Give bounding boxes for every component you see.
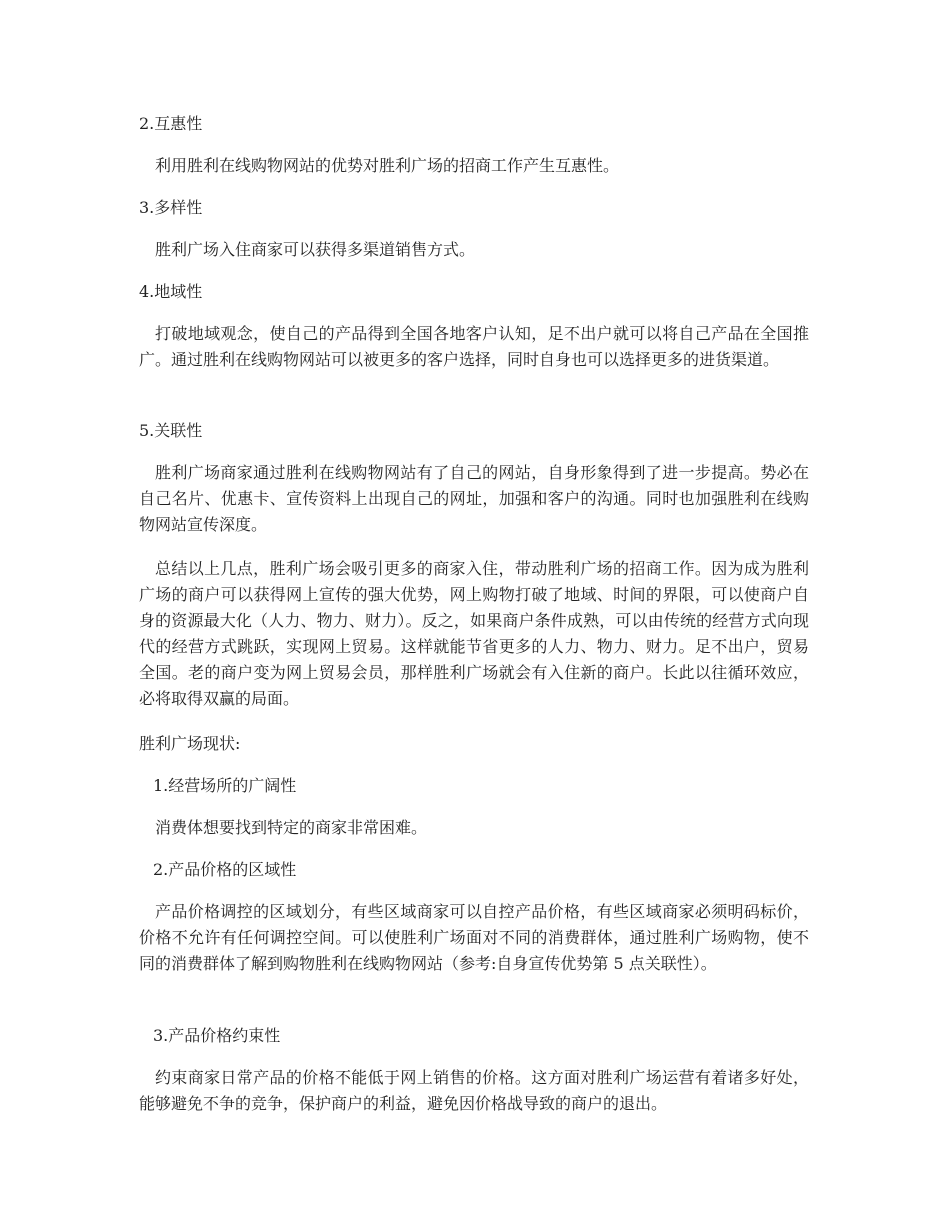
subheading-price-constraint: 3.产品价格约束性 [153,1026,281,1045]
section-heading-relevance: 5.关联性 [139,421,203,440]
paragraph-price-constraint: 约束商家日常产品的价格不能低于网上销售的价格。这方面对胜利广场运营有着诸多好处，能够避免不争的竞争，保护商户的利益，避免因价格战导致的商户的退出。 [139,1068,809,1113]
section-heading-diversity: 3.多样性 [139,198,203,217]
paragraph-diversity: 胜利广场入住商家可以获得多渠道销售方式。 [155,240,476,259]
section-heading-reciprocity: 2.互惠性 [139,114,203,133]
subheading-venue-breadth: 1.经营场所的广阔性 [153,776,297,795]
subheading-price-regionality: 2.产品价格的区域性 [153,860,297,879]
paragraph-relevance: 胜利广场商家通过胜利在线购物网站有了自己的网站，自身形象得到了进一步提高。势必在自己名片、优惠卡、宣传资料上出现自己的网址，加强和客户的沟通。同时也加强胜利在线购物网站宣传深度。 [139,463,809,534]
paragraph-venue-breadth: 消费体想要找到特定的商家非常困难。 [155,818,428,837]
paragraph-reciprocity: 利用胜利在线购物网站的优势对胜利广场的招商工作产生互惠性。 [155,156,620,175]
section-heading-status: 胜利广场现状: [139,734,241,753]
section-heading-regionality: 4.地域性 [139,282,203,301]
paragraph-price-regionality: 产品价格调控的区域划分，有些区域商家可以自控产品价格，有些区域商家必须明码标价，价格不允许有任何调控空间。可以使胜利广场面对不同的消费群体，通过胜利广场购物，使不同的消费群体了解到购物胜利在线购物网站（参考:自身宣传优势第 5 点关联性）。 [139,902,809,973]
paragraph-summary: 总结以上几点，胜利广场会吸引更多的商家入住，带动胜利广场的招商工作。因为成为胜利广场的商户可以获得网上宣传的强大优势，网上购物打破了地域、时间的界限，可以使商户自身的资源最大化（人力、物力、财力）。反之，如果商户条件成熟，可以由传统的经营方式向现代的经营方式跳跃，实现网上贸易。这样就能节省更多的人力、物力、财力。足不出户，贸易全国。老的商户变为网上贸易会员，那样胜利广场就会有入住新的商户。长此以往循环效应，必将取得双赢的局面。 [139,559,809,708]
paragraph-regionality: 打破地域观念，使自己的产品得到全国各地客户认知，足不出户就可以将自己产品在全国推广。通过胜利在线购物网站可以被更多的客户选择，同时自身也可以选择更多的进货渠道。 [139,324,809,369]
